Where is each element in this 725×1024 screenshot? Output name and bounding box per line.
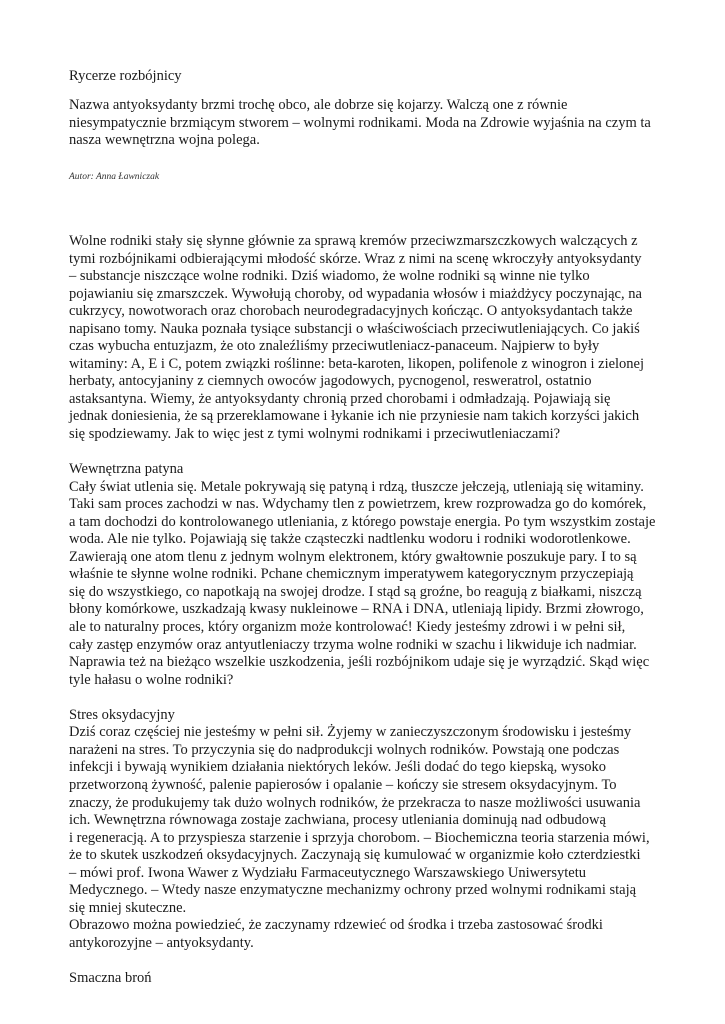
text-line: ale to naturalny proces, który organizm może kontrolować! Kiedy jesteśmy zdrowi i w pełni sił,: [69, 619, 626, 636]
text-line: jednak doniesienia, że są przereklamowane i łykanie ich nie przyniesie nam takich korzyści jakich: [69, 408, 640, 425]
article-body: [69, 233, 669, 988]
text-line: że to skutek uszkodzeń oksydacyjnych. Zaczynają się kumulować w organizmie koło czterdziestki: [69, 847, 641, 864]
text-line: – mówi prof. Iwona Wawer z Wydziału Farmaceutycznego Warszawskiego Uniwersytetu: [69, 864, 587, 881]
section-heading: Wewnętrzna patyna: [69, 461, 184, 478]
text-line: ich. Wewnętrzna równowaga zostaje zachwiana, procesy utleniania dominują nad odbudową: [69, 812, 606, 829]
lead-line: nasza wewnętrzna wojna polega.: [69, 132, 260, 148]
text-line: przetworzoną żywność, palenie papierosów i opalanie – kończy sie stresem oksydacyjnym. To: [69, 776, 617, 793]
text-line: Dziś coraz częściej nie jesteśmy w pełni sił. Żyjemy w zanieczyszczonym środowisku i jesteśmy: [69, 724, 632, 741]
text-line: właśnie te słynne wolne rodniki. Pchane chemicznym imperatywem kategorycznym przyczepiają: [69, 566, 634, 583]
text-line: Obrazowo można powiedzieć, że zaczynamy rdzewieć od środka i trzeba zastosować środki: [69, 917, 603, 934]
text-line: i regeneracją. A to przyspiesza starzenie i sprzyja chorobom. – Biochemiczna teoria starzenia mówi,: [69, 829, 650, 846]
paragraph-patyna: [69, 479, 669, 690]
text-line: tyle hałasu o wolne rodniki?: [69, 671, 234, 688]
section-heading: Smaczna broń: [69, 969, 152, 986]
text-line: Zawierają one atom tlenu z jednym wolnym elektronem, który gwałtownie poszukuje pary. I to są: [69, 548, 637, 565]
text-line: się do wszystkiego, co napotkają na swojej drodze. I stąd są groźne, bo reagują z białkami, niszczą: [69, 583, 642, 600]
text-line: Taki sam proces zachodzi w nas. Wdychamy tlen z powietrzem, krew rozprowadza go do komórek,: [69, 496, 647, 513]
text-line: Cały świat utlenia się. Metale pokrywają się patyną i rdzą, tłuszcze jełczeją, utleniają się witaminy.: [69, 478, 644, 495]
article-title: Rycerze rozbójnicy: [69, 68, 182, 84]
text-line: herbaty, antocyjaniny z ciemnych owoców jagodowych, pycnogenol, resweratrol, ostatnio: [69, 373, 592, 390]
text-line: astaksantyna. Wiemy, że antyoksydanty chronią przed chorobami i odmładzają. Pojawiają się: [69, 390, 611, 407]
paragraph-stres: [69, 724, 669, 952]
paragraph-intro: [69, 233, 669, 444]
text-line: się spodziewamy. Jak to więc jest z tymi wolnymi rodnikami i przeciwutleniaczami?: [69, 426, 561, 443]
text-line: narażeni na stres. To przyczynia się do nadprodukcji wolnych rodników. Powstają one podczas: [69, 741, 620, 758]
lead-line: niesympatycznie brzmiącym stworem – wolnymi rodnikami. Moda na Zdrowie wyjaśnia na czym ta: [69, 114, 651, 131]
text-line: cukrzycy, nowotworach oraz chorobach neurodegradacyjnych kończąc. O antyoksydantach także: [69, 303, 633, 320]
text-line: infekcji i bywają wynikiem działania niektórych leków. Jeśli dodać do tego kiepską, wysoko: [69, 759, 607, 776]
text-line: woda. Ale nie tylko. Pojawiają się także cząsteczki nadtlenku wodoru i rodniki wodorotlenkowe.: [69, 531, 631, 548]
lead-line: Nazwa antyoksydanty brzmi trochę obco, ale dobrze się kojarzy. Walczą one z równie: [69, 97, 568, 113]
text-line: znaczy, że produkujemy tak dużo wolnych rodników, że przekracza to nasze możliwości usuwania: [69, 794, 641, 811]
text-line: a tam dochodzi do kontrolowanego utleniania, z którego powstaje energia. Po tym wszystkim zostaje: [69, 513, 656, 530]
text-line: cały zastęp enzymów oraz antyutleniaczy trzyma wolne rodniki w szachu i likwiduje ich nadmiar.: [69, 636, 637, 653]
text-line: czas wybucha entuzjazm, że oto znaleźliśmy przeciwutleniacz-panaceum. Najpierw to były: [69, 338, 600, 355]
text-line: tymi rozbójnikami odbierającymi młodość skórze. Wraz z nimi na scenę wkroczyły antyoksydanty: [69, 250, 642, 267]
text-line: błony komórkowe, uszkadzają kwasy nukleinowe – RNA i DNA, utleniają lipidy. Brzmi złowrogo,: [69, 601, 644, 618]
text-line: napisano tomy. Nauka poznała tysiące substancji o właściwościach przeciwutleniających. Co jakiś: [69, 320, 640, 337]
text-line: pojawianiu się zmarszczek. Wywołują choroby, od wypadania włosów i miażdżycy poczynając, na: [69, 285, 642, 302]
text-line: Naprawia też na bieżąco wszelkie uszkodzenia, jeśli rozbójnikom udaje się je wyrządzić. Skąd więc: [69, 654, 650, 671]
section-heading: Stres oksydacyjny: [69, 706, 175, 723]
text-line: antykorozyjne – antyoksydanty.: [69, 934, 254, 951]
text-line: Wolne rodniki stały się słynne głównie za sprawą kremów przeciwzmarszczkowych walczących z: [69, 233, 638, 249]
article-author: Autor: Anna Ławniczak: [69, 172, 160, 182]
text-line: – substancje niszczące wolne rodniki. Dziś wiadomo, że wolne rodniki są winne nie tylko: [69, 268, 590, 285]
text-line: Medycznego. – Wtedy nasze enzymatyczne mechanizmy ochrony przed wolnymi rodnikami stają: [69, 882, 637, 899]
article-lead: [69, 97, 694, 150]
text-line: się mniej skuteczne.: [69, 899, 187, 916]
text-line: witaminy: A, E i C, potem związki roślinne: beta-karoten, likopen, polifenole z winogron i zielonej: [69, 355, 645, 372]
